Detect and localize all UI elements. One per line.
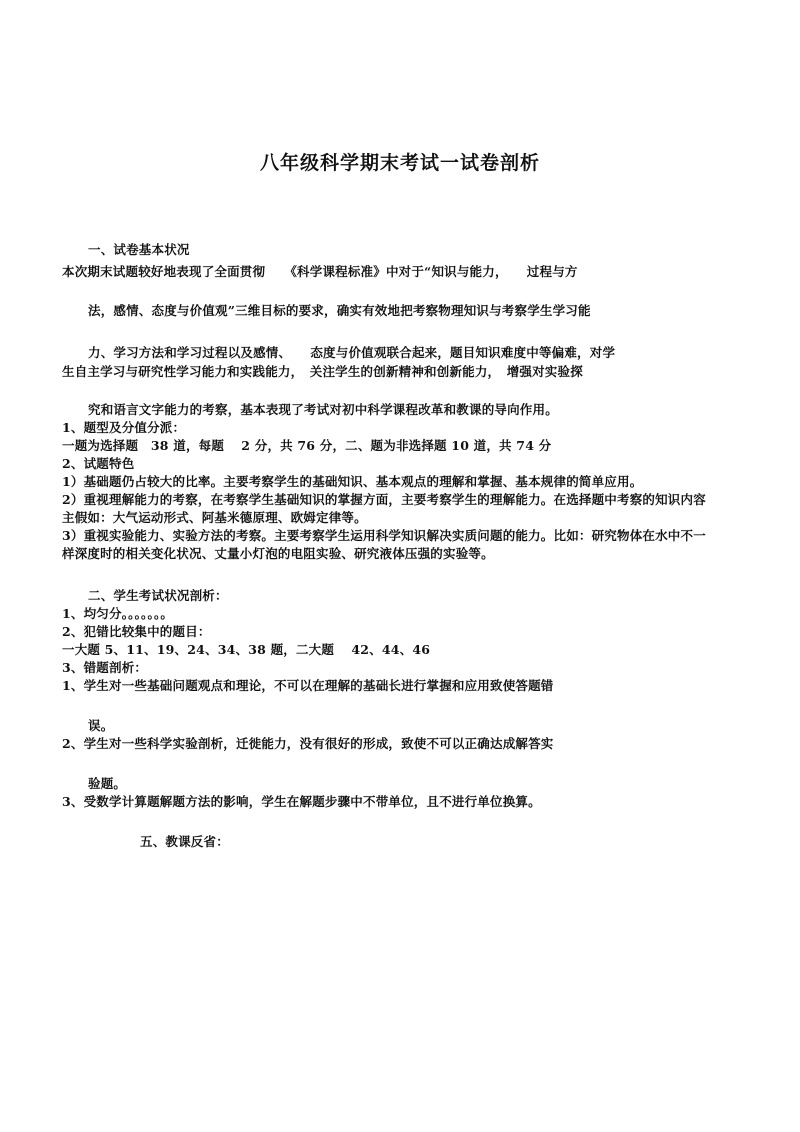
paragraph-line: 3）重视实验能力、实验方法的考察。主要考察学生运用科学知识解决实质问题的能力。比如：研究物体在水中不一 [62, 528, 706, 543]
list-item: 2、犯错比较集中的题目： [62, 624, 211, 639]
paragraph-line: 生自主学习与研究性学习能力和实践能力， 关注学生的创新精神和创新能力， 增强对实验探 [62, 364, 583, 379]
paragraph-line: 样深度时的相关变化状况、丈量小灯泡的电阻实验、研究液体压强的实验等。 [62, 546, 494, 561]
paragraph-line: 1）基础题仍占较大的比率。主要考察学生的基础知识、基本观点的理解和掌握、基本规律的简单应用。 [62, 474, 643, 489]
list-item: 1、学生对一些基础问题观点和理论，不可以在理解的基础长进行掌握和应用致使答题错 [62, 678, 554, 693]
paragraph-line: 验题。 [88, 776, 127, 791]
subheading-features: 2、试题特色 [62, 456, 135, 471]
paragraph-line: 2）重视理解能力的考察，在考察学生基础知识的掌握方面，主要考察学生的理解能力。在选择题中考察的知识内容 [62, 492, 706, 507]
paragraph-line: 究和语言文字能力的考察，基本表现了考试对初中科学课程改革和教课的导向作用。 [88, 402, 558, 417]
section-heading-overview: 一、试卷基本状况 [88, 242, 190, 257]
list-item: 1、均匀分。。。。。。。 [62, 606, 174, 621]
document-title: 八年级科学期末考试一试卷剖析 [259, 152, 540, 174]
list-item: 2、学生对一些科学实验剖析，迁徙能力，没有很好的形成，致使不可以正确达成解答实 [62, 736, 554, 751]
paragraph-line: 一大题 5、11、19、24、34、38 题，二大题 42、44、46 [62, 642, 431, 657]
paragraph-line: 本次期末试题较好地表现了全面贯彻 《科学课程标准》中对于“知识与能力， 过程与方 [62, 264, 578, 279]
list-item: 3、受数学计算题解题方法的影响，学生在解题步骤中不带单位，且不进行单位换算。 [62, 794, 541, 809]
paragraph-line: 主假如：大气运动形式、阿基米德原理、欧姆定律等。 [62, 510, 367, 525]
subheading-question-types: 1、题型及分值分派： [62, 420, 186, 435]
section-heading-analysis: 二、学生考试状况剖析： [88, 588, 228, 603]
paragraph-line: 误。 [88, 718, 114, 733]
paragraph-line: 力、学习方法和学习过程以及感情、 态度与价值观联合起来，题目知识难度中等偏难，对学 [88, 345, 616, 360]
section-heading-reflection: 五、教课反省： [140, 834, 229, 849]
paragraph-line: 一题为选择题 38 道，每题 2 分，共 76 分，二、题为非选择题 10 道，共 74 分 [62, 438, 552, 453]
list-item: 3、错题剖析： [62, 660, 148, 675]
paragraph-line: 法，感情、态度与价值观”三维目标的要求，确实有效地把考察物理知识与考察学生学习能 [88, 303, 591, 318]
